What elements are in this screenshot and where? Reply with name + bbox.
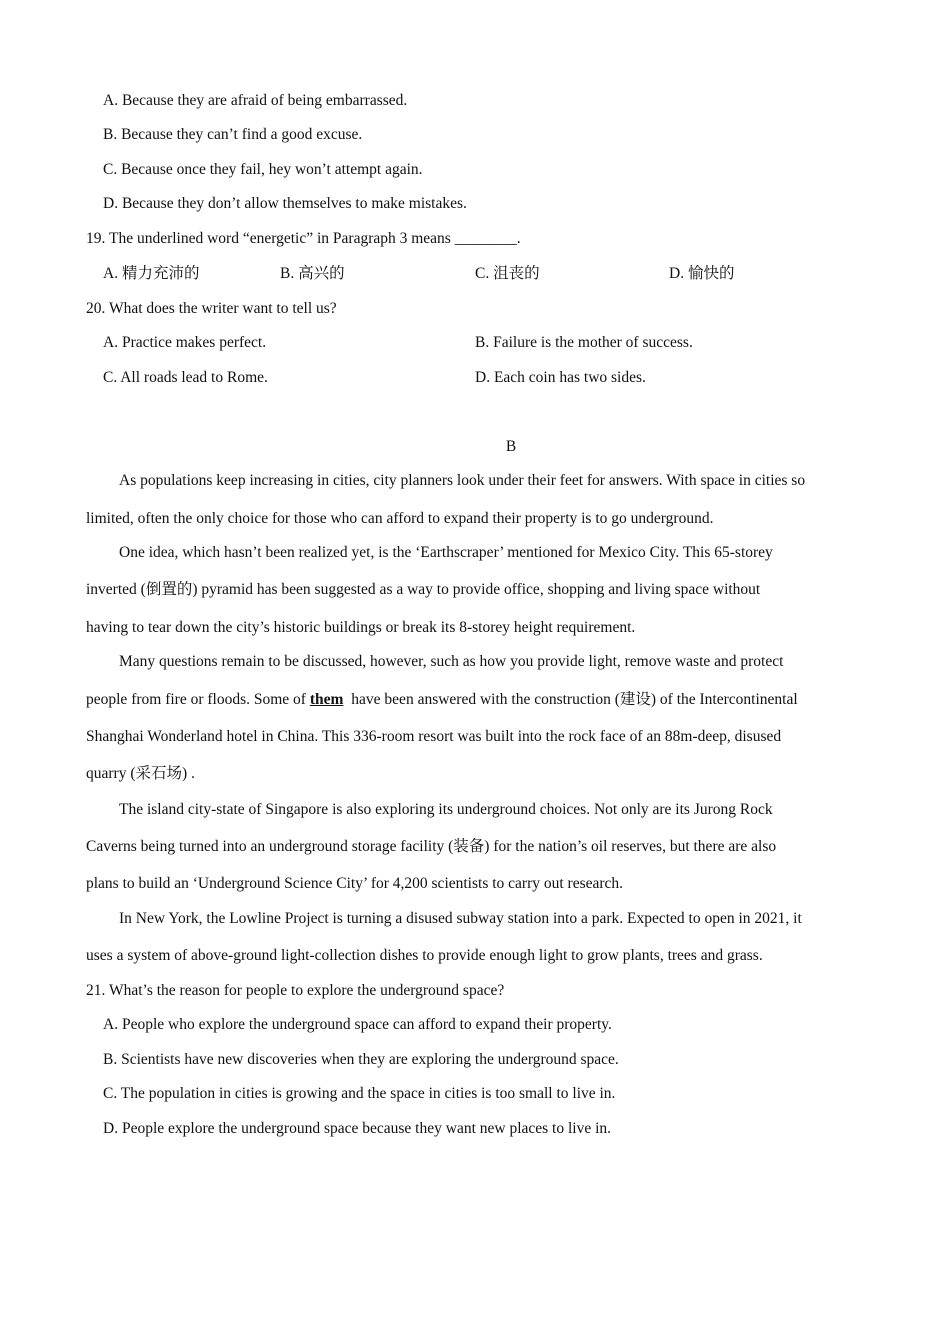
passage-p3-line2-start: people from fire or floods. Some of bbox=[86, 691, 310, 708]
q18-option-a: A. Because they are afraid of being embarrassed. bbox=[103, 92, 408, 109]
q19-option-c: C. 沮丧的 bbox=[475, 265, 540, 282]
q18-option-c: C. Because once they fail, hey won’t attempt again. bbox=[103, 161, 423, 178]
q21-option-a: A. People who explore the underground space can afford to expand their property. bbox=[103, 1016, 612, 1033]
passage-p2-line2: inverted (倒置的) pyramid has been suggested as a way to provide office, shopping and living space without bbox=[86, 581, 761, 598]
q20-option-b: B. Failure is the mother of success. bbox=[475, 334, 693, 351]
q20-option-d: D. Each coin has two sides. bbox=[475, 369, 646, 386]
q19-stem: 19. The underlined word “energetic” in Paragraph 3 means ________. bbox=[86, 230, 521, 247]
q20-stem: 20. What does the writer want to tell us? bbox=[86, 300, 337, 317]
q21-option-b: B. Scientists have new discoveries when they are exploring the underground space. bbox=[103, 1051, 619, 1068]
passage-p4-line1: The island city-state of Singapore is also exploring its underground choices. Not only are its Jurong Rock bbox=[119, 801, 773, 818]
passage-p3-line3: Shanghai Wonderland hotel in China. This 336-room resort was built into the rock face of an 88m-deep, disused bbox=[86, 728, 782, 745]
q20-option-c: C. All roads lead to Rome. bbox=[103, 369, 268, 386]
passage-p3-line1: Many questions remain to be discussed, however, such as how you provide light, remove waste and protect bbox=[119, 653, 784, 670]
passage-p1-line1: As populations keep increasing in cities, city planners look under their feet for answers. With space in cities so bbox=[119, 472, 806, 489]
passage-p4-line2: Caverns being turned into an underground storage facility (装备) for the nation’s oil reserves, but there are also bbox=[86, 838, 777, 855]
passage-p3-line2-end: have been answered with the construction (建设) of the Intercontinental bbox=[347, 691, 798, 708]
q21-option-d: D. People explore the underground space because they want new places to live in. bbox=[103, 1120, 612, 1137]
passage-p1-line2: limited, often the only choice for those who can afford to expand their property is to go underground. bbox=[86, 510, 714, 527]
q21-option-c: C. The population in cities is growing and the space in cities is too small to live in. bbox=[103, 1085, 616, 1102]
q19-option-b: B. 高兴的 bbox=[280, 265, 345, 282]
q19-option-a: A. 精力充沛的 bbox=[103, 265, 200, 282]
passage-heading: B bbox=[505, 438, 517, 455]
q18-option-b: B. Because they can’t find a good excuse. bbox=[103, 126, 363, 143]
passage-p3-line4: quarry (采石场) . bbox=[86, 765, 195, 782]
passage-p3-line2 bbox=[86, 690, 798, 710]
q20-option-a: A. Practice makes perfect. bbox=[103, 334, 267, 351]
q21-stem: 21. What’s the reason for people to explore the underground space? bbox=[86, 982, 505, 999]
passage-p2-line3: having to tear down the city’s historic buildings or break its 8-storey height requirement. bbox=[86, 619, 636, 636]
passage-p2-line1: One idea, which hasn’t been realized yet, is the ‘Earthscraper’ mentioned for Mexico City. This 65-storey bbox=[119, 544, 773, 561]
q19-option-d: D. 愉快的 bbox=[669, 265, 735, 282]
passage-p5-line1: In New York, the Lowline Project is turning a disused subway station into a park. Expected to open in 2021, it bbox=[119, 910, 802, 927]
q18-option-d: D. Because they don’t allow themselves to make mistakes. bbox=[103, 195, 467, 212]
passage-p5-line2: uses a system of above-ground light-collection dishes to provide enough light to grow plants, trees and grass. bbox=[86, 947, 763, 964]
underlined-word-them: them bbox=[309, 691, 344, 708]
passage-p4-line3: plans to build an ‘Underground Science City’ for 4,200 scientists to carry out research. bbox=[86, 875, 624, 892]
